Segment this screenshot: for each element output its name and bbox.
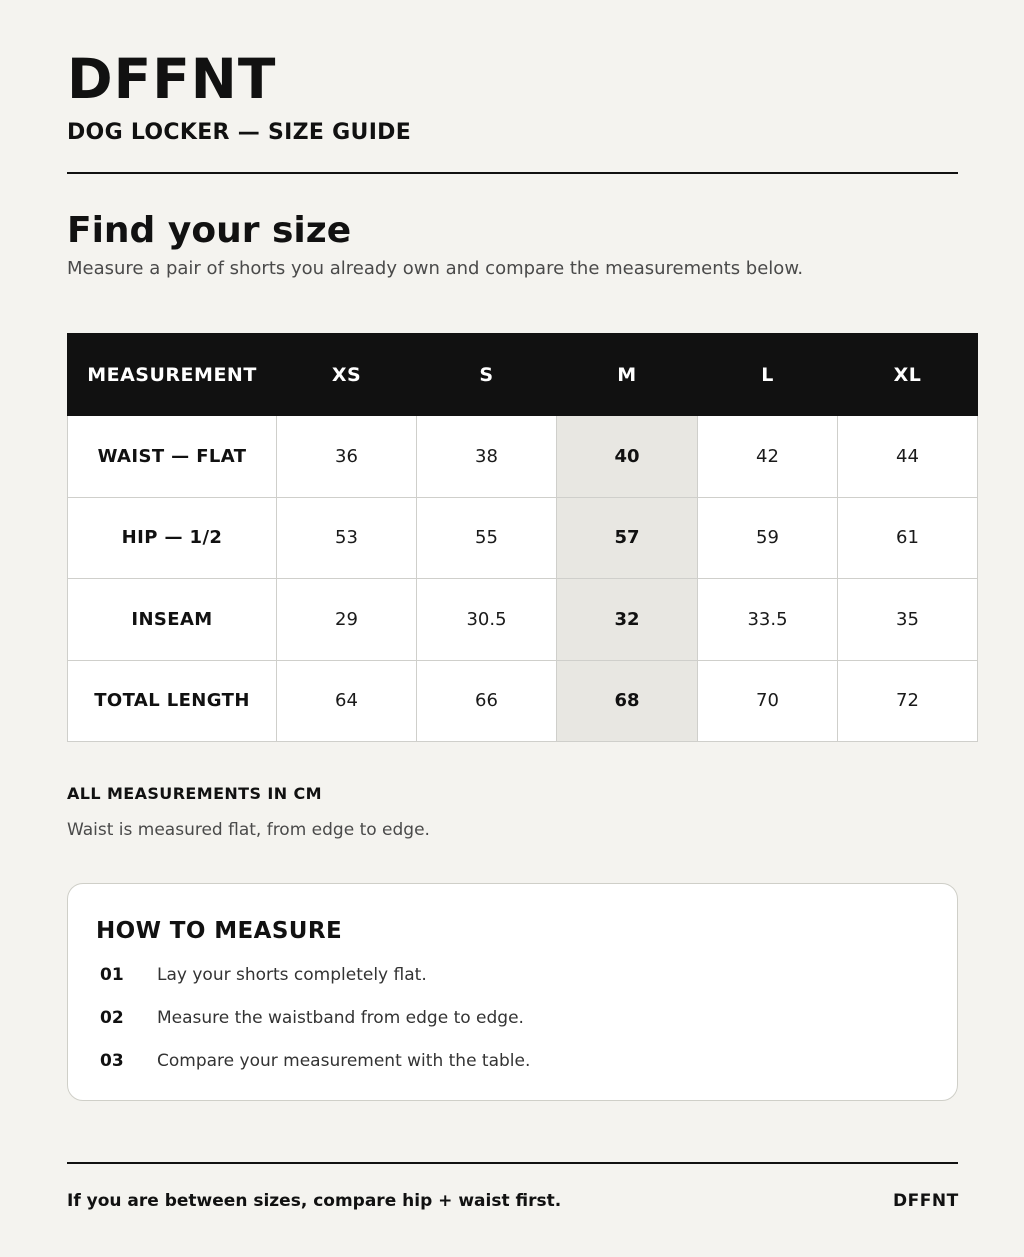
- how-to-measure-card: [67, 883, 958, 1101]
- column-header-xl: XL: [838, 334, 978, 416]
- step-text: Measure the waistband from edge to edge.: [157, 1008, 524, 1028]
- table-cell-highlighted: 32: [557, 579, 698, 661]
- header-divider: [67, 172, 958, 174]
- brand-logo: DFFNT: [67, 47, 277, 111]
- table-cell: 44: [838, 416, 978, 498]
- table-cell: 66: [417, 660, 557, 742]
- table-cell: 61: [838, 497, 978, 579]
- measure-step: [100, 965, 427, 985]
- table-cell: 53: [277, 497, 417, 579]
- table-cell: 59: [698, 497, 838, 579]
- table-cell: 33.5: [698, 579, 838, 661]
- table-header-row: [68, 334, 978, 416]
- table-cell-highlighted: 40: [557, 416, 698, 498]
- column-header-s: S: [417, 334, 557, 416]
- table-row: [68, 497, 978, 579]
- footer-brand: DFFNT: [893, 1191, 959, 1211]
- step-number: 01: [100, 965, 124, 985]
- size-table: [67, 333, 978, 742]
- table-cell: 30.5: [417, 579, 557, 661]
- step-text: Lay your shorts completely flat.: [157, 965, 427, 985]
- table-cell: 38: [417, 416, 557, 498]
- row-label: HIP — 1/2: [68, 497, 277, 579]
- how-to-measure-title: HOW TO MEASURE: [96, 918, 343, 944]
- table-cell: 35: [838, 579, 978, 661]
- page-title: Find your size: [67, 210, 352, 251]
- table-cell: 36: [277, 416, 417, 498]
- footer-divider: [67, 1162, 958, 1164]
- table-cell: 72: [838, 660, 978, 742]
- table-row: [68, 416, 978, 498]
- column-header-measurement: MEASUREMENT: [68, 334, 277, 416]
- intro-text: Measure a pair of shorts you already own and compare the measurements below.: [67, 258, 804, 279]
- measure-step: [100, 1051, 530, 1071]
- table-cell: 29: [277, 579, 417, 661]
- table-cell: 55: [417, 497, 557, 579]
- step-number: 02: [100, 1008, 124, 1028]
- row-label: TOTAL LENGTH: [68, 660, 277, 742]
- page-subtitle: DOG LOCKER — SIZE GUIDE: [67, 120, 412, 145]
- table-row: [68, 579, 978, 661]
- column-header-m: M: [557, 334, 698, 416]
- table-cell: 70: [698, 660, 838, 742]
- table-cell: 42: [698, 416, 838, 498]
- row-label: WAIST — FLAT: [68, 416, 277, 498]
- units-note: ALL MEASUREMENTS IN CM: [67, 784, 322, 803]
- step-number: 03: [100, 1051, 124, 1071]
- step-text: Compare your measurement with the table.: [157, 1051, 531, 1071]
- table-cell-highlighted: 57: [557, 497, 698, 579]
- table-cell-highlighted: 68: [557, 660, 698, 742]
- column-header-l: L: [698, 334, 838, 416]
- footer-note: If you are between sizes, compare hip + waist first.: [67, 1191, 562, 1211]
- waist-note: Waist is measured flat, from edge to edge.: [67, 820, 430, 840]
- table-cell: 64: [277, 660, 417, 742]
- measure-step: [100, 1008, 524, 1028]
- row-label: INSEAM: [68, 579, 277, 661]
- table-row: [68, 660, 978, 742]
- column-header-xs: XS: [277, 334, 417, 416]
